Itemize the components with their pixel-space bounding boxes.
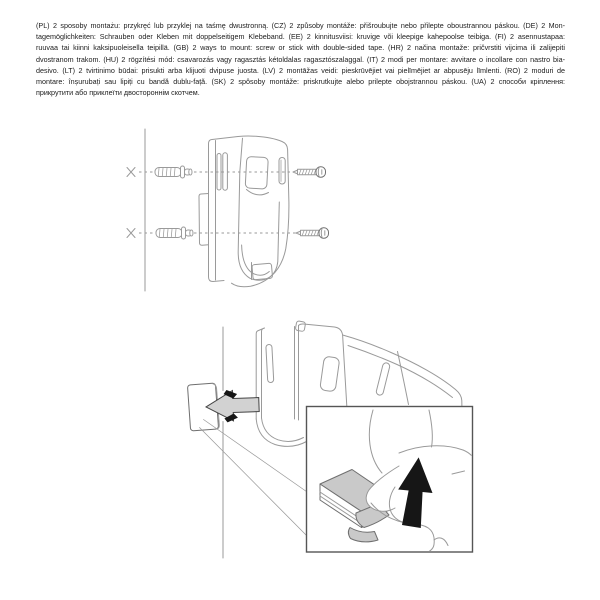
holder-bracket	[199, 136, 289, 287]
figure-tape-mounting	[187, 321, 472, 558]
wall-anchor-icon	[156, 227, 193, 239]
screw-icon	[296, 228, 329, 238]
screw-icon	[293, 167, 326, 177]
instructions-line: (PL) 2 sposoby montażu: przykręć lub przyklej na taśmę dwustronną. (CZ) 2 způsoby montáže: přišroubujte nebo přilepte oboustrannou páskou. (DE) 2 Mon-	[36, 21, 565, 30]
instructions-line: ruuvaa tai kiinni kaksipuoleisella teipillä. (GB) 2 ways to mount: screw or stick with double-sided tape. (HR) 2 načina montaže: pričvrstiti vijcima ili zalijepiti	[36, 43, 565, 53]
instructions-line: tagemöglichkeiten: Schrauben oder Kleben mit doppelseitigem Klebeband. (EE) 2 kinnitusviisi: kruvige või kleepige kahepoolse teibiga. (FI) 2 asennustapaa:	[36, 32, 565, 42]
callout-lines	[200, 420, 311, 540]
instructions-line: прикрутити або приклеїти двостороннім скотчем.	[36, 88, 200, 98]
drill-mark-icon	[127, 168, 135, 238]
instructions-line: montare: înșurubați sau lipiți cu bandă dublu-față. (SK) 2 spôsoby montáže: priskrutkujte alebo prilepte obojstrannou páskou. (UA) 2 способи кріплення:	[36, 77, 565, 87]
instructions-line: dvostranom trakom. (HU) 2 rögzítési mód: csavarozás vagy ragasztás kétoldalas ragasztószalaggal. (IT) 2 modi per montare: avvitare o incollare con nastro bia-	[36, 54, 565, 64]
wall-anchor-icon	[155, 166, 192, 178]
figure-screw-mounting	[127, 129, 329, 291]
instructions-line: desivo. (LT) 2 tvirtinimo būdai: prisukti arba klijuoti dvipuse juosta. (LV) 2 montāžas veidi: pieskrūvējiet vai pielīmējiet ar abpusēju līmlenti. (RO) 2 moduri de	[36, 65, 565, 75]
